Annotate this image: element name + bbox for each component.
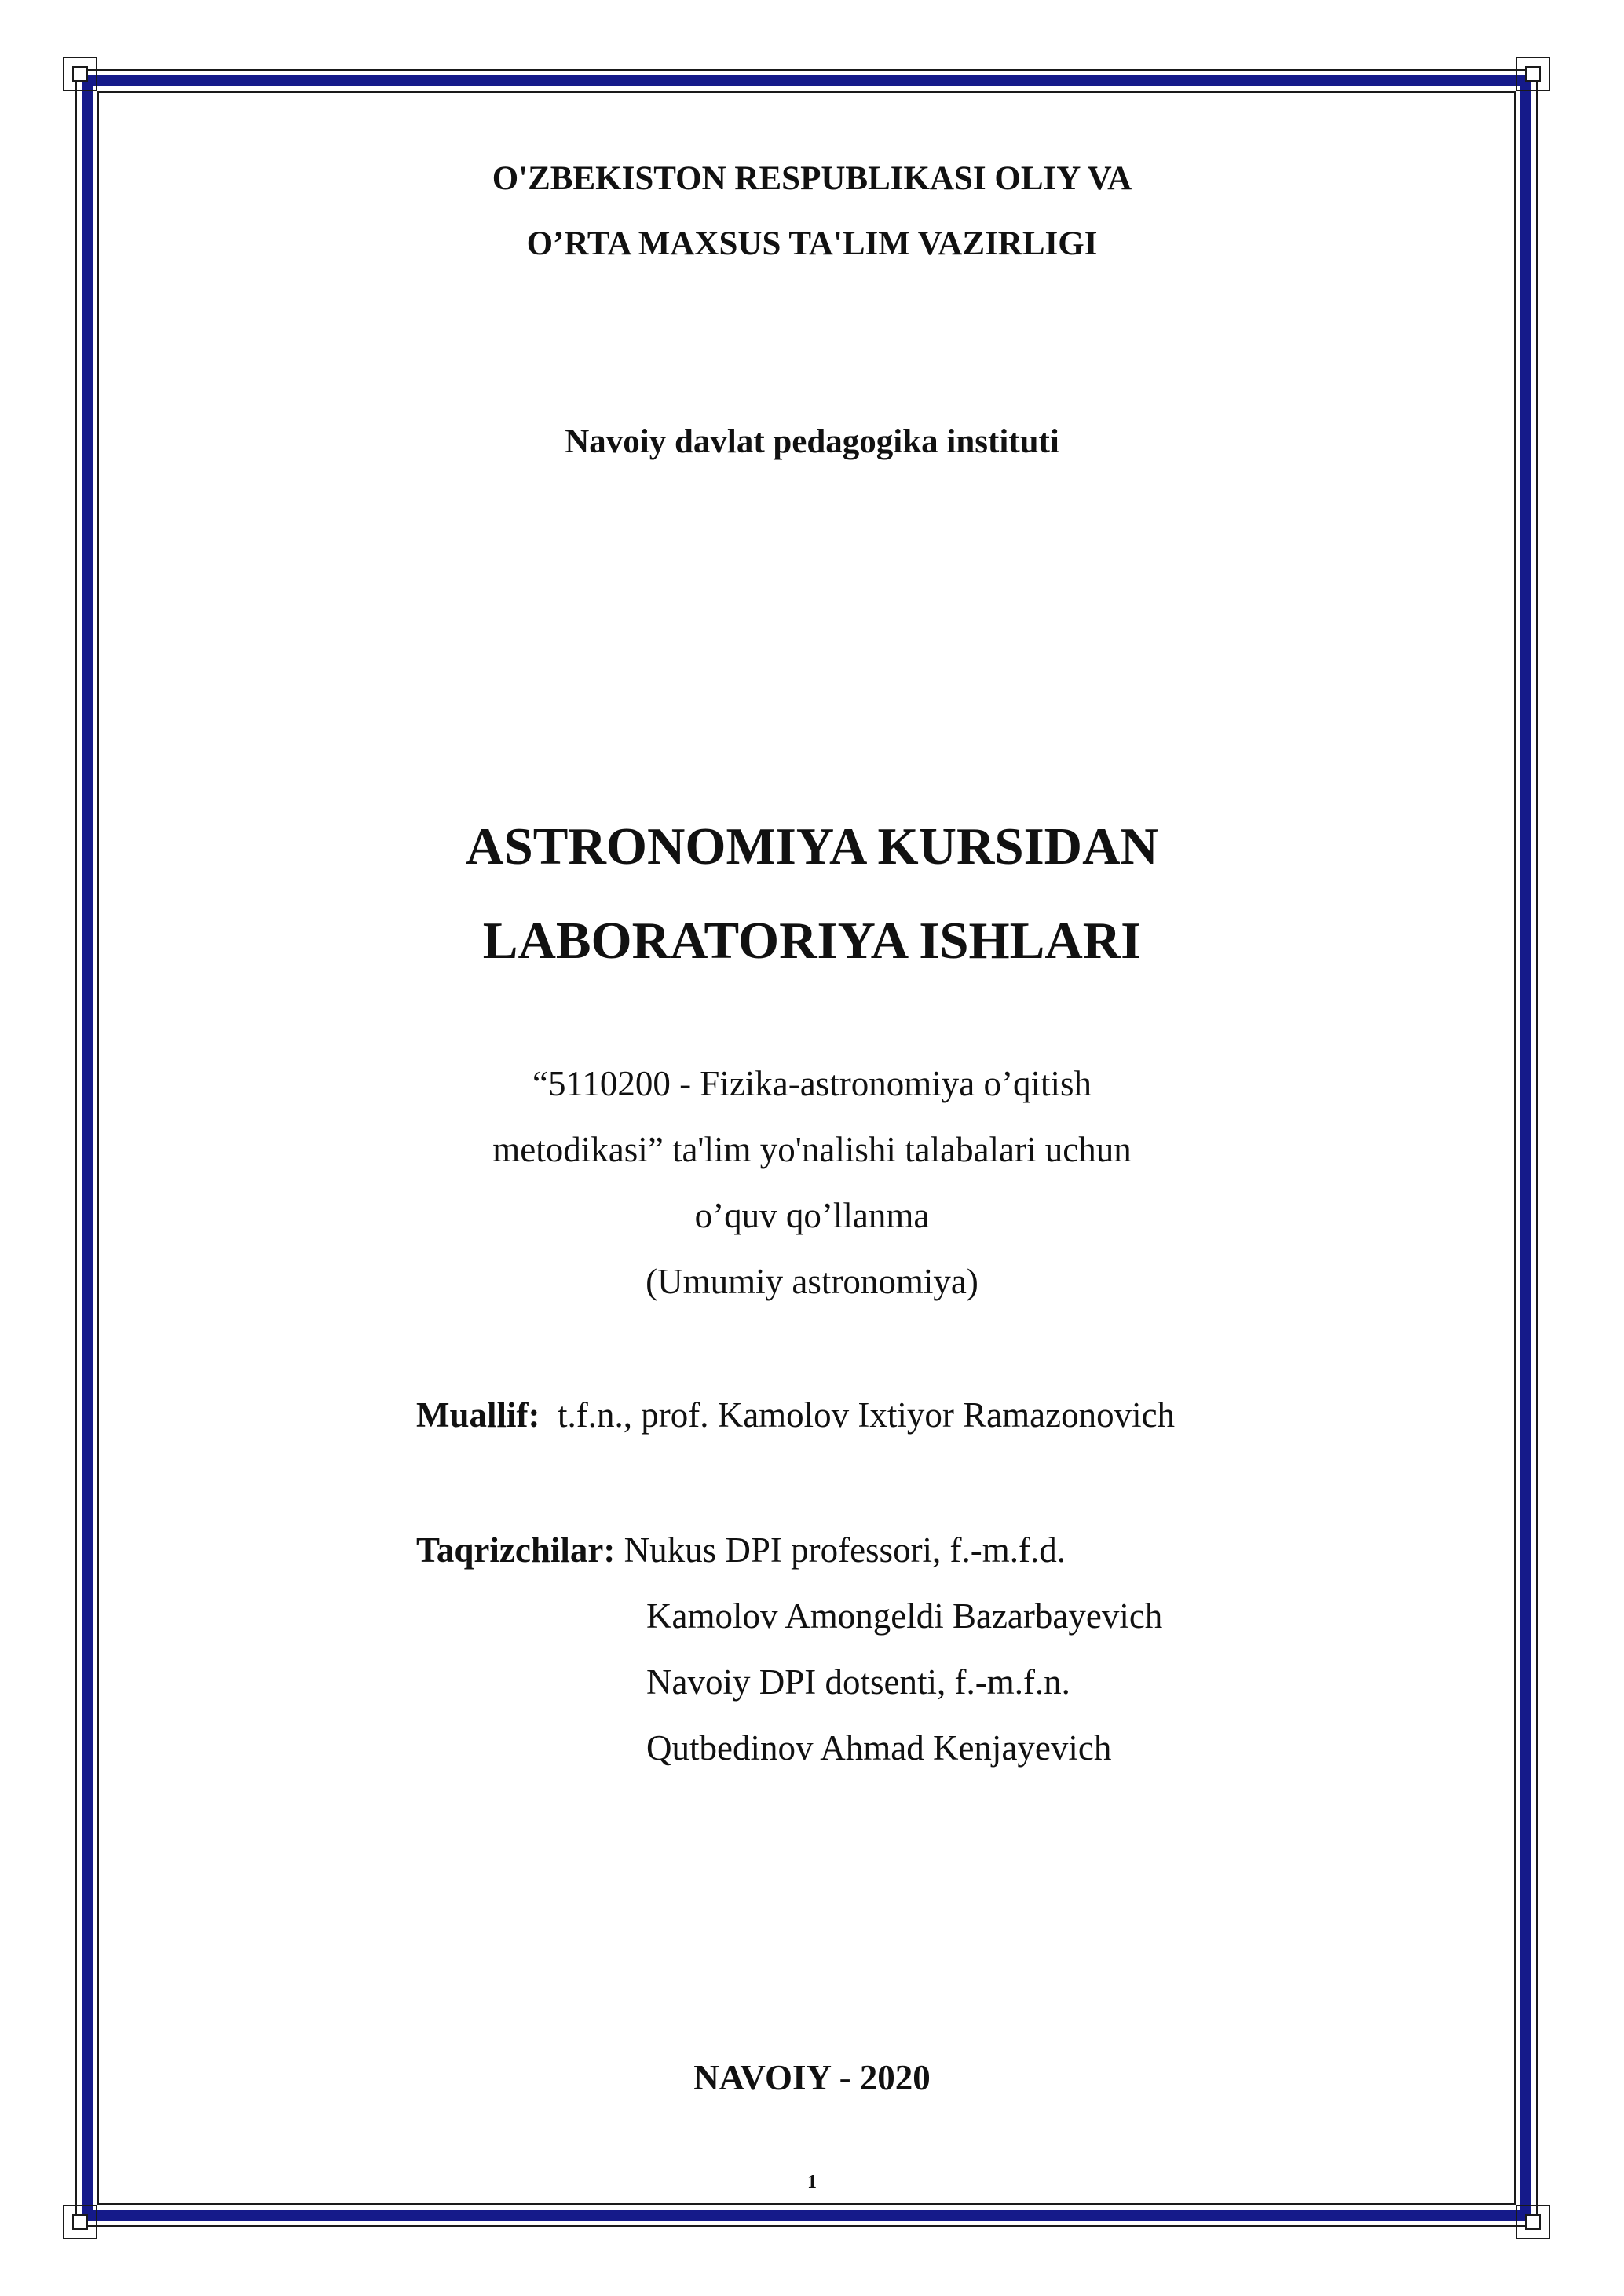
corner-ornament-bottom-right	[1516, 2205, 1550, 2239]
subtitle-line-3: o’quv qo’llanma	[694, 1196, 930, 1235]
reviewer-1-position: Nukus DPI professori, f.-m.f.d.	[624, 1530, 1066, 1570]
page-number: 1	[807, 2172, 817, 2192]
city-year: NAVOIY - 2020	[693, 2058, 931, 2097]
ministry-line-2: O’RTA MAXSUS TA'LIM VAZIRLIGI	[526, 225, 1098, 262]
reviewer-1-name: Kamolov Amongeldi Bazarbayevich	[646, 1596, 1163, 1636]
subtitle-line-4: (Umumiy astronomiya)	[646, 1262, 978, 1301]
document-title-line-2: LABORATORIYA ISHLARI	[482, 912, 1142, 970]
ministry-line-1: O'ZBEKISTON RESPUBLIKASI OLIY VA	[492, 160, 1132, 197]
institute-name: Navoiy davlat pedagogika instituti	[565, 423, 1059, 460]
corner-ornament-bottom-left	[63, 2205, 97, 2239]
reviewer-2-position: Navoiy DPI dotsenti, f.-m.f.n.	[646, 1662, 1070, 1702]
author-value: t.f.n., prof. Kamolov Ixtiyor Ramazonovich	[557, 1395, 1176, 1435]
reviewer-2-name: Qutbedinov Ahmad Kenjayevich	[646, 1728, 1112, 1768]
reviewers-label: Taqrizchilar:	[416, 1530, 616, 1570]
corner-ornament-top-left	[63, 57, 97, 91]
author-line	[416, 1395, 1175, 1435]
subtitle-line-1: “5110200 - Fizika-astronomiya o’qitish	[532, 1064, 1092, 1103]
author-label: Muallif:	[416, 1395, 540, 1435]
reviewers-line-1	[416, 1530, 1066, 1570]
document-title-line-1: ASTRONOMIYA KURSIDAN	[466, 817, 1158, 876]
subtitle-line-2: metodikasi” ta'lim yo'nalishi talabalari uchun	[492, 1130, 1132, 1169]
corner-ornament-top-right	[1516, 57, 1550, 91]
